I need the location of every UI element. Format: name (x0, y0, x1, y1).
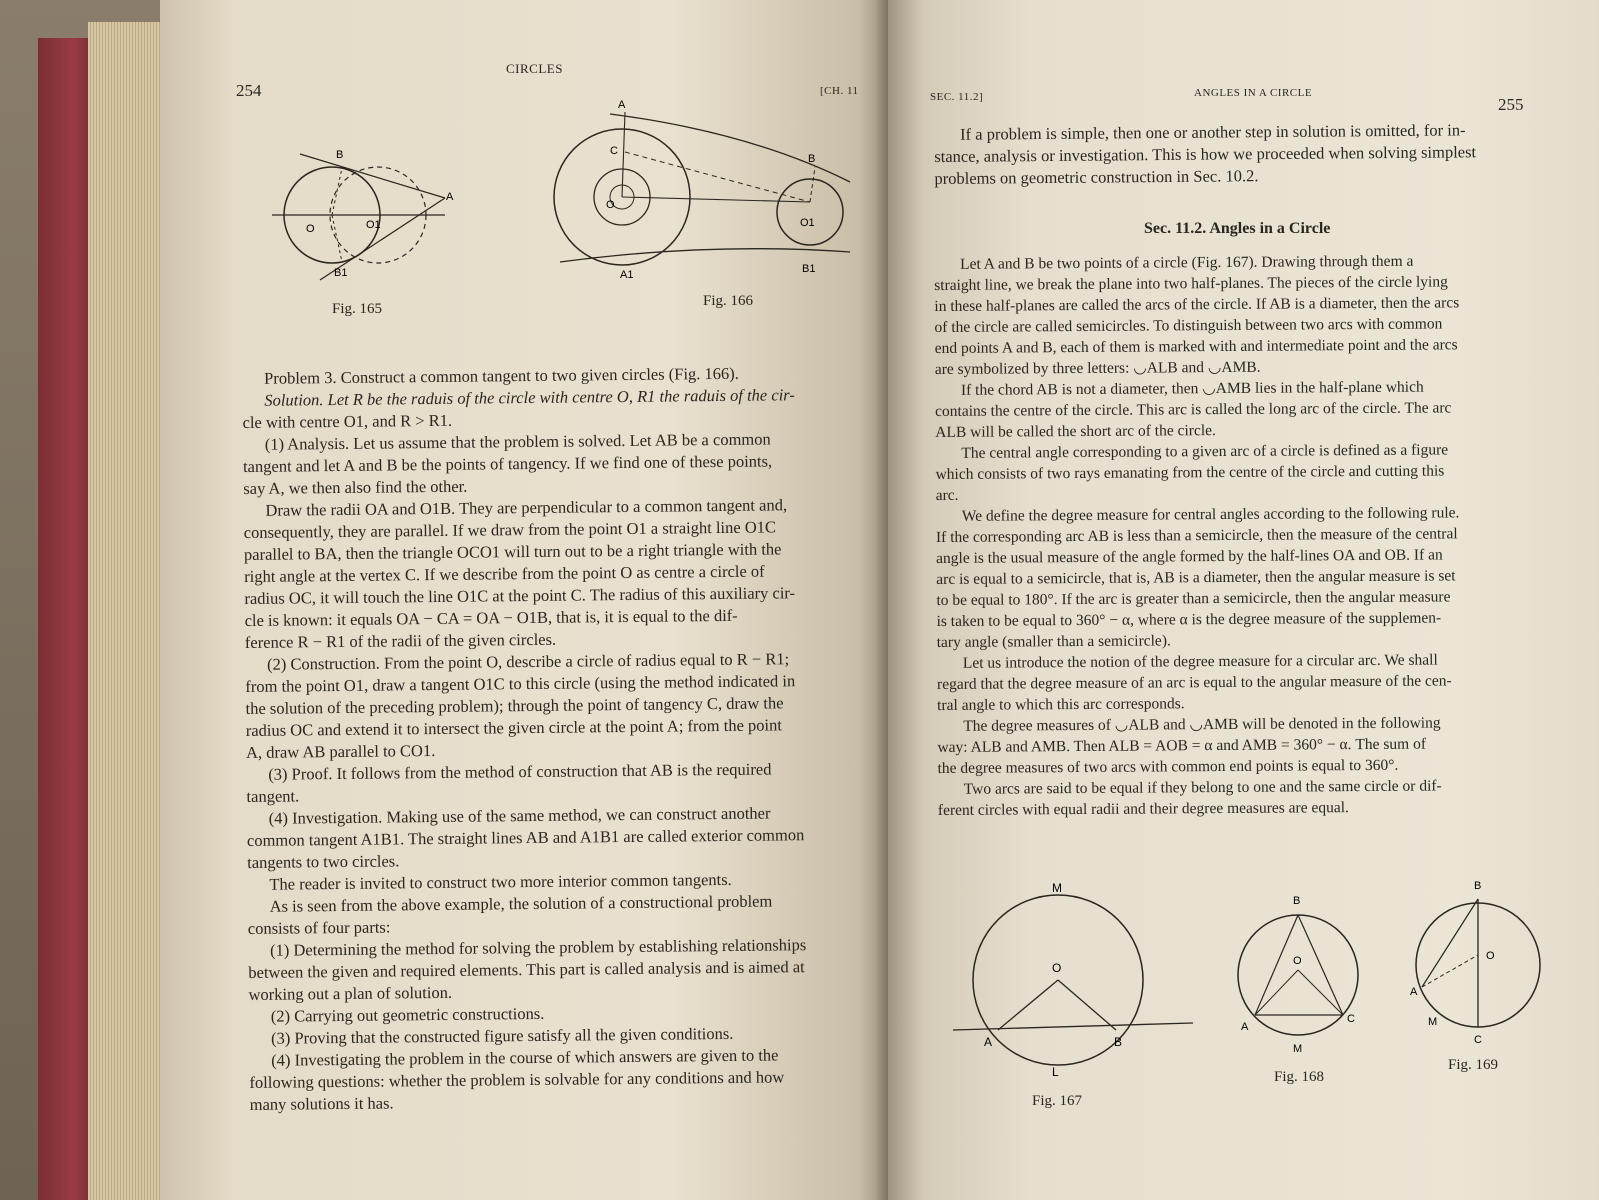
fig167-label-o: O (1052, 961, 1062, 975)
page-edges (88, 22, 168, 1200)
fig168-label-o: O (1293, 955, 1302, 967)
right-page (888, 0, 1599, 1200)
line: (2) Carrying out geometric constructions. (270, 1003, 545, 1026)
fig169-label-a: A (1410, 986, 1418, 998)
line: parallel to BA, then the triangle OCO1 will turn out to be a right triangle with the (243, 539, 782, 564)
line: in these half-planes are called the arcs of the circle. If AB is a diameter, then the arcs (934, 294, 1460, 315)
line: tangent and let A and B be the points of tangency. If we find one of these points, (242, 451, 773, 476)
fig167-diagram (948, 880, 1198, 1080)
left-page-number: 254 (236, 81, 262, 100)
line: Problem 3. Construct a common tangent to two given circles (Fig. 166). (264, 363, 739, 388)
line: straight line, we break the plane into two half-planes. The pieces of the circle lying (934, 273, 1448, 294)
line: tral angle to which this arc corresponds. (937, 695, 1185, 714)
fig166-label-a: A (618, 99, 626, 111)
fig167-label-a: A (984, 1035, 993, 1049)
line: tangents to two circles. (247, 851, 400, 872)
line: cle with centre O1, and R > R1. (242, 410, 453, 432)
line: regard that the degree measure of an arc is equal to the angular measure of the cen- (936, 672, 1452, 693)
fig169-label-o: O (1486, 950, 1495, 962)
fig165-label-a: A (446, 191, 454, 203)
chapter-ref: [CH. 11 (820, 85, 859, 97)
fig166-label-o: O (606, 199, 615, 211)
line: is taken to be equal to 360° − α, where α is the degree measure of the supplemen- (936, 609, 1442, 630)
fig169-caption: Fig. 169 (1448, 1057, 1499, 1073)
line: (4) Investigating the problem in the course of which answers are given to the (271, 1045, 779, 1070)
right-body-text (934, 250, 1538, 821)
line: ferent circles with equal radii and their degree measures are equal. (937, 799, 1349, 819)
line: tary angle (smaller than a semicircle). (936, 632, 1171, 651)
fig168-label-b: B (1293, 895, 1301, 907)
fig167-label-b: B (1114, 1035, 1123, 1049)
line: problems on geometric construction in Sec. 10.2. (934, 166, 1259, 188)
line: from the point O1, draw a tangent O1C to this circle (using the method indicated in (245, 671, 796, 696)
right-intro-text (934, 119, 1535, 190)
fig168-label-a: A (1241, 1021, 1249, 1033)
fig168-caption: Fig. 168 (1274, 1069, 1325, 1085)
line: (4) Investigation. Making use of the same method, we can construct another (268, 803, 771, 828)
line: If a problem is simple, then one or another step in solution is omitted, for in- (960, 120, 1466, 144)
fig165-caption: Fig. 165 (332, 301, 383, 317)
line: ALB will be called the short arc of the circle. (935, 422, 1216, 441)
line: Let A and B be two points of a circle (Fig. 167). Drawing through them a (960, 252, 1414, 273)
line: stance, analysis or investigation. This is how we proceeded when solving simplest (934, 142, 1477, 166)
fig169-label-c: C (1474, 1034, 1482, 1046)
line: which consists of two rays emanating from the centre of the circle and cutting this (935, 462, 1445, 483)
line: are symbolized by three letters: ◡ALB and ◡AMB. (934, 358, 1261, 378)
fig168-label-m: M (1293, 1043, 1303, 1055)
line: (1) Analysis. Let us assume that the problem is solved. Let AB be a common (264, 429, 771, 454)
line: working out a plan of solution. (248, 982, 453, 1004)
line: The central angle corresponding to a given arc of a circle is defined as a figure (961, 441, 1449, 462)
right-page-number: 255 (1498, 95, 1524, 114)
line: arc is equal to a semicircle, that is, AB is a diameter, then the angular measure is set (936, 567, 1456, 588)
fig166-label-b: B (808, 153, 816, 165)
line: of the circle are called semicircles. To distinguish between two arcs with common (934, 315, 1443, 336)
line: say A, we then also find the other. (243, 476, 468, 498)
line: the degree measures of two arcs with common end points is equal to 360°. (937, 756, 1399, 777)
fig166-diagram (550, 92, 860, 292)
fig165-diagram (270, 140, 460, 290)
right-running-header: ANGLES IN A CIRCLE (1194, 87, 1313, 99)
fig166-caption: Fig. 166 (703, 293, 754, 309)
line: As is seen from the above example, the solution of a constructional problem (269, 891, 773, 916)
line: consequently, they are parallel. If we draw from the point O1 a straight line O1C (243, 517, 777, 542)
line: arc. (935, 486, 959, 504)
fig166-label-b1: B1 (802, 263, 816, 275)
line: (1) Determining the method for solving the problem by establishing relationships (269, 935, 807, 960)
line: following questions: whether the problem is solvable for any conditions and how (249, 1067, 785, 1092)
fig168-label-c: C (1347, 1013, 1355, 1025)
line: radius OC and extend it to intersect the given circle at the point A; from the point (245, 715, 782, 740)
line: (3) Proof. It follows from the method of construction that AB is the required (268, 759, 772, 784)
fig169-label-b: B (1474, 880, 1482, 892)
fig165-label-b1: B1 (334, 267, 348, 279)
line: We define the degree measure for central angles according to the following rule. (961, 504, 1460, 525)
left-body-text (242, 361, 875, 1116)
line: to be equal to 180°. If the arc is greater than a semicircle, then the angular measure (936, 588, 1451, 609)
line: common tangent A1B1. The straight lines AB and A1B1 are called exterior common (246, 825, 805, 850)
line: right angle at the vertex C. If we describe from the point O as centre a circle of (244, 561, 765, 586)
line: end points A and B, each of them is marked with and intermediate point and the arcs (934, 336, 1458, 357)
line: cle is known: it equals OA − CA = OA − O1B, that is, it is equal to the dif- (244, 605, 738, 630)
fig166-label-c: C (610, 145, 618, 157)
left-running-header: CIRCLES (506, 61, 563, 76)
line: If the chord AB is not a diameter, then ◡AMB lies in the half-plane which (960, 378, 1424, 399)
fig168-diagram (1233, 890, 1373, 1060)
fig165-label-b: B (336, 149, 344, 161)
line: (3) Proving that the constructed figure satisfy all the given conditions. (270, 1023, 734, 1048)
left-page (160, 0, 895, 1200)
line: consists of four parts: (247, 917, 391, 938)
fig167-caption: Fig. 167 (1032, 1093, 1083, 1109)
fig167-label-m: M (1052, 881, 1062, 895)
section-title: Sec. 11.2. Angles in a Circle (1144, 220, 1331, 237)
line: (2) Construction. From the point O, describe a circle of radius equal to R − R1; (267, 649, 790, 674)
line: The reader is invited to construct two more interior common tangents. (269, 869, 732, 894)
line: contains the centre of the circle. This arc is called the long arc of the circle. The arc (935, 399, 1452, 420)
fig165-label-o: O (306, 223, 315, 235)
line: angle is the usual measure of the angle formed by the half-lines OA and OB. If an (936, 546, 1443, 567)
right-section-ref: SEC. 11.2] (930, 91, 984, 103)
line: A, draw AB parallel to CO1. (245, 740, 436, 762)
fig169-label-m: M (1428, 1016, 1438, 1028)
line: Two arcs are said to be equal if they belong to one and the same circle or dif- (963, 777, 1442, 798)
fig166-label-o1: O1 (800, 217, 815, 229)
fig166-label-a1: A1 (620, 269, 634, 281)
line: between the given and required elements. This part is called analysis and is aimed at (248, 957, 805, 982)
line: tangent. (246, 786, 300, 806)
line: the solution of the preceding problem); through the point of tangency C, draw the (245, 693, 784, 718)
line: ference R − R1 of the radii of the given circles. (244, 629, 557, 652)
fig165-label-o1: O1 (366, 219, 381, 231)
fig169-diagram (1408, 875, 1548, 1055)
line: Draw the radii OA and O1B. They are perpendicular to a common tangent and, (265, 495, 788, 520)
fig167-label-l: L (1052, 1065, 1059, 1079)
line: If the corresponding arc AB is less than a semicircle, then the measure of the central (935, 525, 1458, 546)
line: Solution. Let R be the raduis of the circle with centre O, R1 the raduis of the cir- (264, 385, 795, 410)
line: many solutions it has. (249, 1093, 394, 1114)
line: The degree measures of ◡ALB and ◡AMB will be denoted in the following (963, 714, 1441, 735)
line: Let us introduce the notion of the degree measure for a circular arc. We shall (962, 651, 1438, 672)
line: way: ALB and AMB. Then ALB = AOB = α and AMB = 360° − α. The sum of (937, 735, 1427, 756)
line: radius OC, it will touch the line O1C at the point C. The radius of this auxiliary cir- (244, 583, 796, 608)
